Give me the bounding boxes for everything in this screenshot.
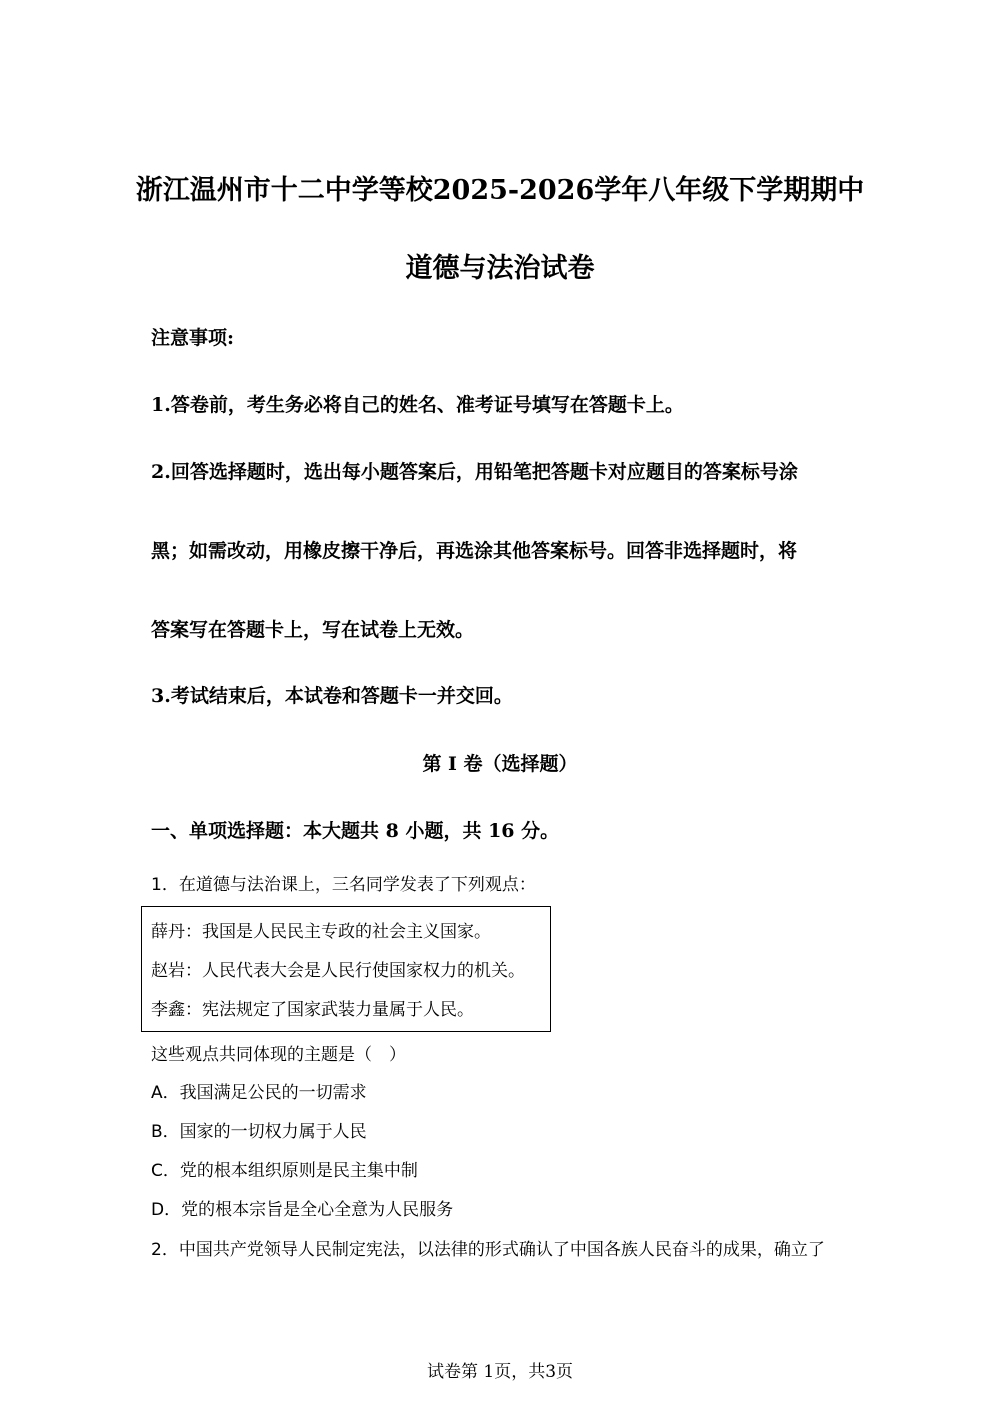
question-1-stem: 1．在道德与法治课上，三名同学发表了下列观点： xyxy=(151,875,536,895)
exam-title-line2: 道德与法治试卷 xyxy=(405,253,595,284)
notice-item-1: 1.答卷前，考生务必将自己的姓名、准考证号填写在答题卡上。 xyxy=(151,394,684,416)
quote-line: 薛丹：我国是人民民主专政的社会主义国家。 xyxy=(151,922,491,942)
option-d: D．党的根本宗旨是全心全意为人民服务 xyxy=(151,1200,454,1220)
page-footer: 试卷第 1页，共3页 xyxy=(426,1362,574,1382)
notice-heading: 注意事项: xyxy=(151,327,235,349)
option-b: B．国家的一切权力属于人民 xyxy=(151,1122,367,1142)
question-2-stem: 2．中国共产党领导人民制定宪法，以法律的形式确认了中国各族人民奋斗的成果，确立了 xyxy=(151,1240,825,1260)
option-a: A．我国满足公民的一切需求 xyxy=(151,1083,367,1103)
notice-item-3: 3.考试结束后，本试卷和答题卡一并交回。 xyxy=(151,685,513,707)
question-1-prompt: 这些观点共同体现的主题是（ ） xyxy=(151,1045,406,1065)
part-title: 第 I 卷（选择题） xyxy=(422,753,578,775)
option-c: C．党的根本组织原则是民主集中制 xyxy=(151,1161,418,1181)
section-title: 一、单项选择题：本大题共 8 小题，共 16 分。 xyxy=(151,820,560,842)
quote-line: 赵岩：人民代表大会是人民行使国家权力的机关。 xyxy=(151,961,525,981)
quote-line: 李鑫：宪法规定了国家武装力量属于人民。 xyxy=(151,1000,474,1020)
notice-item-2-line3: 答案写在答题卡上，写在试卷上无效。 xyxy=(151,619,475,641)
exam-title-line1: 浙江温州市十二中学等校2025-2026学年八年级下学期期中 xyxy=(135,175,865,206)
notice-item-2-line2: 黑；如需改动，用橡皮擦干净后，再选涂其他答案标号。回答非选择题时，将 xyxy=(151,540,798,562)
notice-item-2-line1: 2.回答选择题时，选出每小题答案后，用铅笔把答题卡对应题目的答案标号涂 xyxy=(151,461,798,483)
